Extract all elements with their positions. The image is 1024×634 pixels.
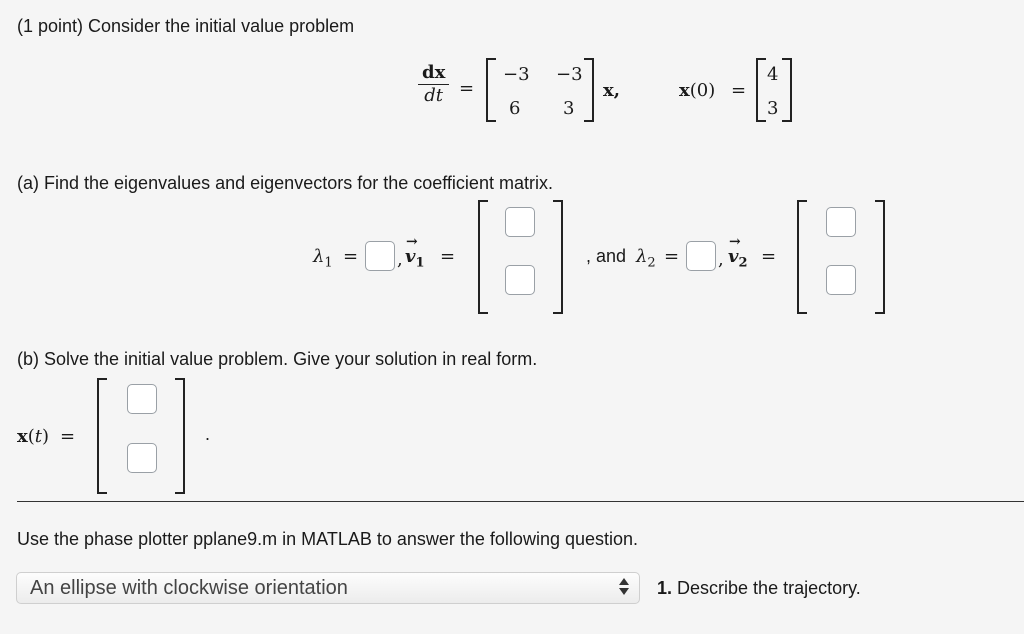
matrix-a21: 6 [509,98,521,119]
ic-equals: = [731,80,747,101]
ic-x1: 4 [767,64,779,85]
xt-equals: = [60,426,76,447]
select-arrows-icon [619,578,629,595]
lambda2-equals: = [664,246,680,267]
v1-component-2-input[interactable] [505,265,535,295]
v2-right-bracket [875,200,885,314]
v1-equals: = [440,246,456,267]
question-1 [657,578,861,599]
ode-equals: = [459,78,475,99]
question-text: Describe the trajectory. [677,578,861,598]
comma-1: , [397,249,403,270]
question-number: 1. [657,578,673,598]
matrix-a12: −3 [556,64,583,85]
ic-left-bracket [756,58,766,122]
lambda2-label: $\lambda_2$ [636,246,656,271]
intro-text: (1 point) Consider the initial value problem [17,16,355,36]
v2-component-2-input[interactable] [826,265,856,295]
vector-x: x, [603,80,620,101]
trajectory-select-value: An ellipse with clockwise orientation [30,577,348,599]
v1-left-bracket [478,200,488,314]
and-text: , and [586,246,627,266]
v2-label: → $v_2$ [728,234,748,271]
v1-label: → $v_1$ [405,234,425,271]
xt-right-bracket [175,378,185,494]
xt-period: . [205,424,211,444]
lambda2-input[interactable] [686,241,716,271]
comma-2: , [718,249,724,270]
lambda1-input[interactable] [365,241,395,271]
v2-component-1-input[interactable] [826,207,856,237]
part-b-prompt: (b) Solve the initial value problem. Give your solution in real form. [17,349,538,369]
dxdt-fraction [418,62,449,107]
frac-den: dt [424,85,444,106]
ic-x2: 3 [767,98,779,119]
ic-right-bracket [782,58,792,122]
xt-label: x(t) [17,426,50,447]
v1-right-bracket [553,200,563,314]
lambda1-equals: = [343,246,359,267]
xt-component-2-input[interactable] [127,443,157,473]
lambda1-label: $\lambda_1$ [313,246,333,271]
v1-component-1-input[interactable] [505,207,535,237]
matrix-a22: 3 [563,98,575,119]
xt-component-1-input[interactable] [127,384,157,414]
ic-label: x(0) [679,80,716,101]
v2-equals: = [761,246,777,267]
section-divider [17,501,1024,502]
phase-prompt: Use the phase plotter pplane9.m in MATLAB to answer the following question. [17,529,639,549]
trajectory-select[interactable] [16,572,640,604]
matrix-a11: −3 [503,64,530,85]
matrix-left-bracket [486,58,496,122]
frac-num: dx [418,62,449,85]
matrix-right-bracket [584,58,594,122]
xt-left-bracket [97,378,107,494]
v2-left-bracket [797,200,807,314]
part-a-prompt: (a) Find the eigenvalues and eigenvectors for the coefficient matrix. [17,173,553,193]
